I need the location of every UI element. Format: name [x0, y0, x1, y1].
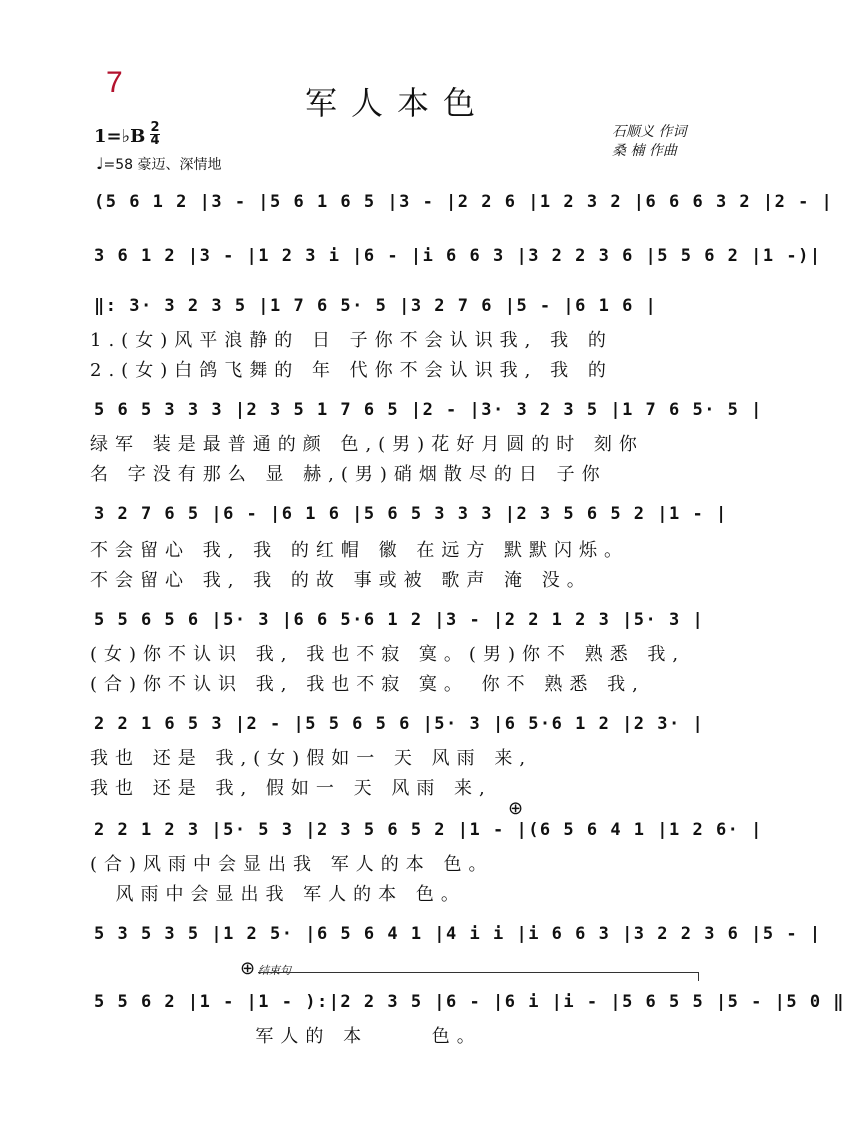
notation-line: 5 5 6 2 |1 - |1 - ):|2 2 3 5 |6 - |6 i |i - |5 6 5 5 |5 - |5 0 ‖	[94, 992, 845, 1012]
coda-icon: ⊕	[240, 958, 256, 979]
lyric-verse-1: 不会留心 我, 我 的红帽 徽 在远方 默默闪烁。	[90, 540, 630, 561]
page-number: 7	[106, 66, 123, 99]
coda-bracket	[258, 972, 699, 981]
notation-line: 3 6 1 2 |3 - |1 2 3 i |6 - |i 6 6 3 |3 2 2 3 6 |5 5 6 2 |1 -)|	[94, 246, 822, 266]
lyric-verse-1: 绿军 装是最普通的颜 色,(男)花好月圆的时 刻你	[90, 434, 644, 455]
lyric-verse-2: 不会留心 我, 我 的故 事或被 歌声 淹 没。	[90, 570, 592, 591]
coda-label: 结束句	[258, 964, 291, 977]
notation-line: 2 2 1 2 3 |5· 5 3 |2 3 5 6 5 2 |1 - |(6 5 6 4 1 |1 2 6· |	[94, 820, 763, 840]
lyricist-credit: 石顺义 作词	[612, 124, 687, 140]
song-title: 军人本色	[304, 84, 489, 122]
time-signature-top: 2	[150, 120, 160, 135]
notation-line: 5 6 5 3 3 3 |2 3 5 1 7 6 5 |2 - |3· 3 2 3 5 |1 7 6 5· 5 |	[94, 400, 763, 420]
notation-line: (5 6 1 2 |3 - |5 6 1 6 5 |3 - |2 2 6 |1 2 3 2 |6 6 6 3 2 |2 - |	[94, 192, 834, 212]
lyric-verse-2: 风雨中会显出我 军人的本 色。	[90, 884, 466, 905]
time-signature	[150, 122, 160, 147]
notation-line: 2 2 1 6 5 3 |2 - |5 5 6 5 6 |5· 3 |6 5·6 1 2 |2 3· |	[94, 714, 705, 734]
coda-icon: ⊕	[508, 798, 524, 819]
composer-credit: 桑 楠 作曲	[612, 143, 677, 159]
lyric-verse-2: 名 字没有那么 显 赫,(男)硝烟散尽的日 子你	[90, 464, 607, 485]
notation-line: 5 5 6 5 6 |5· 3 |6 6 5·6 1 2 |3 - |2 2 1 2 3 |5· 3 |	[94, 610, 705, 630]
lyric-verse-2: 2.(女)白鸽飞舞的 年 代你不会认识我, 我 的	[90, 360, 613, 381]
tempo-marking	[96, 154, 222, 174]
credits	[612, 123, 686, 161]
notation-line: 3 2 7 6 5 |6 - |6 1 6 |5 6 5 3 3 3 |2 3 5 6 5 2 |1 - |	[94, 504, 728, 524]
lyric-verse-2: (合)你不认识 我, 我也不寂 寞。 你不 熟悉 我,	[90, 674, 645, 695]
lyric-verse-1: (合)风雨中会显出我 军人的本 色。	[90, 854, 494, 875]
lyric-verse-1: 我也 还是 我,(女)假如一 天 风雨 来,	[90, 748, 533, 769]
notation-line: 5 3 5 3 5 |1 2 5· |6 5 6 4 1 |4 i i |i 6 6 3 |3 2 2 3 6 |5 - |	[94, 924, 822, 944]
lyric-verse-1: (女)你不认识 我, 我也不寂 寞。(男)你不 熟悉 我,	[90, 644, 686, 665]
lyric-verse-1: 军人的 本 色。	[90, 1026, 482, 1047]
notation-line: ‖: 3· 3 2 3 5 |1 7 6 5· 5 |3 2 7 6 |5 - |6 1 6 |	[94, 296, 658, 316]
time-signature-bottom: 4	[150, 133, 160, 148]
lyric-verse-1: 1.(女)风平浪静的 日 子你不会认识我, 我 的	[90, 330, 613, 351]
tempo-text: =58 豪迈、深情地	[103, 157, 222, 173]
quarter-note-icon: ♩	[96, 154, 104, 173]
key-signature: 1=♭B	[94, 126, 146, 147]
lyric-verse-2: 我也 还是 我, 假如一 天 风雨 来,	[90, 778, 492, 799]
